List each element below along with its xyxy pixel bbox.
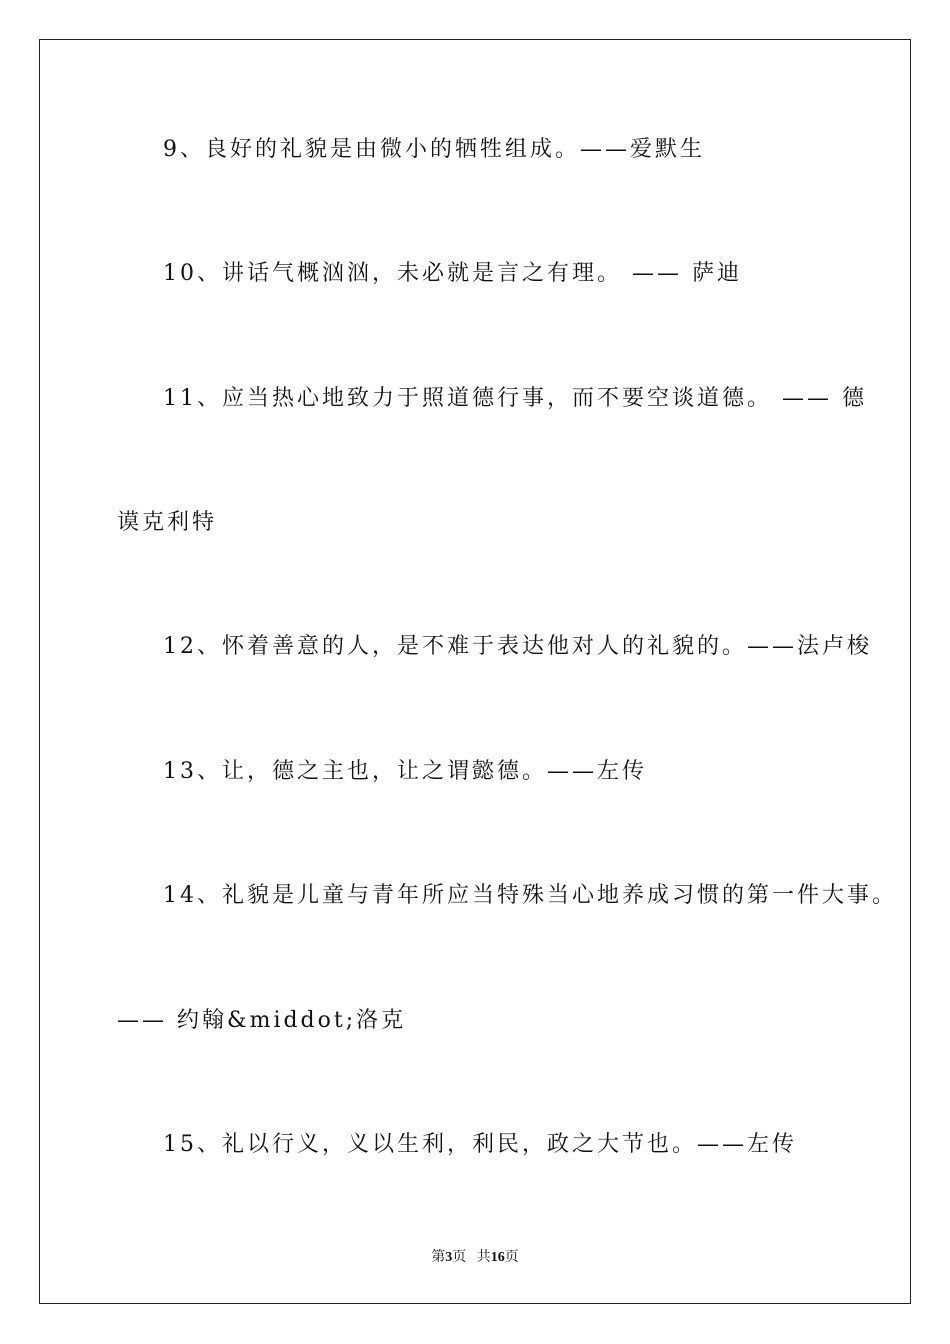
quote-11: 11、应当热心地致力于照道德行事，而不要空谈道德。 —— 德 [163,386,867,411]
quote-12: 12、怀着善意的人，是不难于表达他对人的礼貌的。——法卢梭 [163,634,872,659]
page-border [39,39,911,1304]
footer-total-number: 16 [490,1250,505,1265]
footer-page-number: 3 [445,1250,453,1265]
quote-15: 15、礼以行义，义以生利，利民，政之大节也。——左传 [163,1132,797,1157]
quote-14: 14、礼貌是儿童与青年所应当特殊当心地养成习惯的第一件大事。 [163,883,897,908]
quote-14-continuation: —— 约翰&middot;洛克 [117,1008,407,1033]
page-footer [0,1246,950,1266]
quote-11-continuation: 谟克利特 [117,510,218,535]
footer-total-prefix: 共 [476,1250,491,1265]
footer-total-suffix: 页 [504,1250,519,1265]
footer-page-prefix: 第 [431,1250,446,1265]
quote-10: 10、讲话气概汹汹，未必就是言之有理。 —— 萨迪 [163,261,742,286]
quote-9: 9、良好的礼貌是由微小的牺牲组成。——爱默生 [163,137,705,162]
footer-page-suffix: 页 [452,1250,467,1265]
quote-13: 13、让，德之主也，让之谓懿德。——左传 [163,759,647,784]
